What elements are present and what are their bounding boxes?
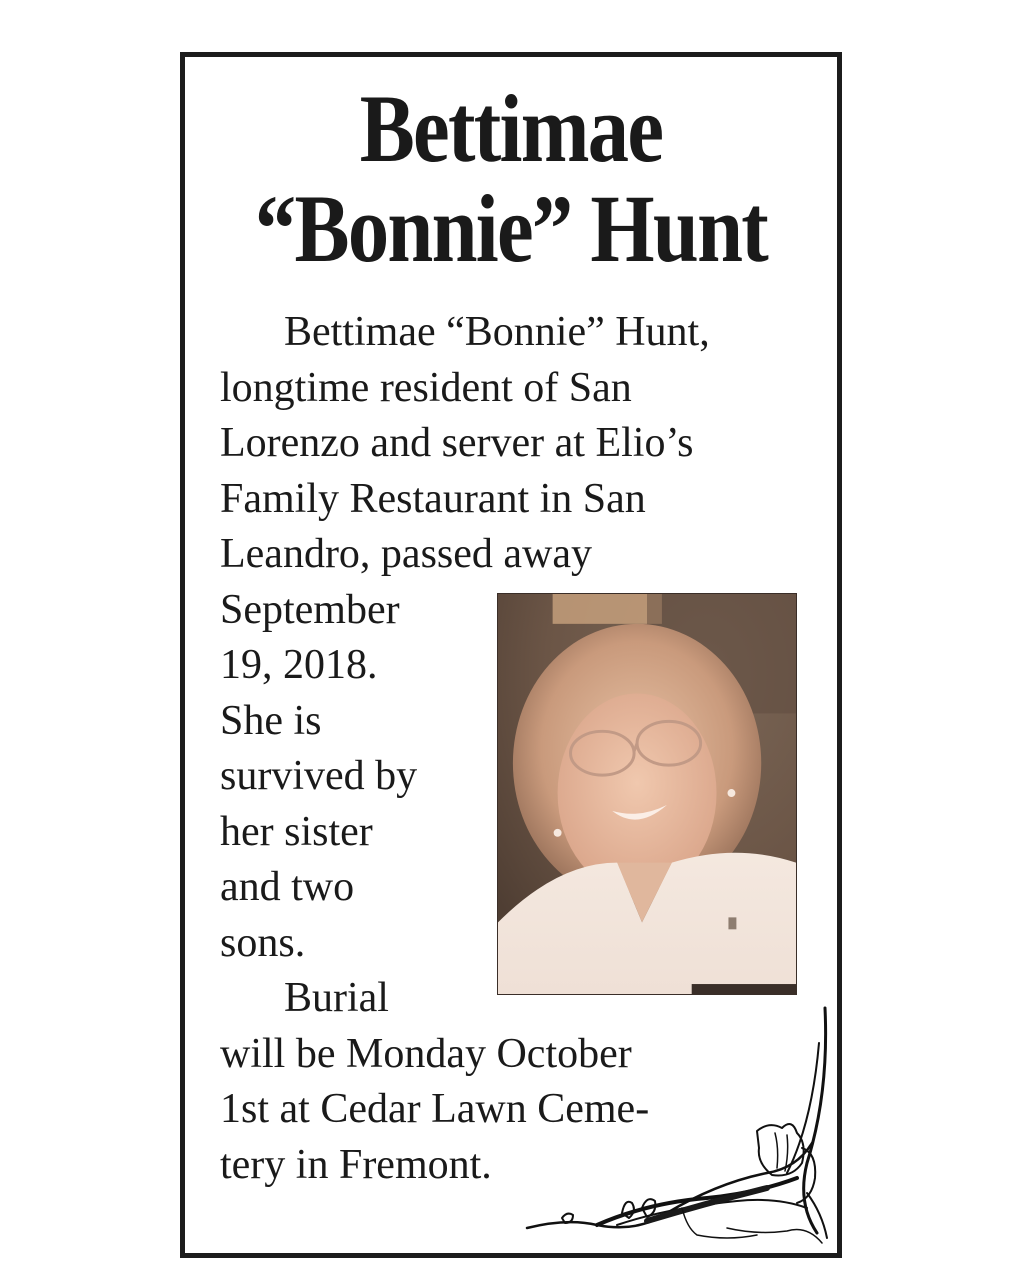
body-line: tery in Fremont.	[220, 1141, 492, 1188]
portrait-image	[498, 594, 796, 994]
portrait-photo	[497, 593, 797, 995]
body-line: will be Monday October	[220, 1030, 632, 1077]
body-line: sons.	[220, 919, 306, 966]
body-line: 19, 2018.	[220, 642, 378, 688]
title-line-first: Bettimae	[359, 75, 663, 182]
body-line-text: Burial	[284, 975, 389, 1021]
body-line: Family Restaurant in San	[220, 475, 646, 522]
body-line: Leandro, passed away	[220, 531, 593, 577]
body-line	[220, 305, 710, 361]
body-line: 1st at Cedar Lawn Ceme-	[220, 1086, 650, 1132]
body-line: Lorenzo and server at Elio’s	[220, 420, 694, 466]
obituary-notice	[180, 52, 842, 1258]
title-line-second: “Bonnie” Hunt	[254, 175, 768, 282]
body-line: longtime resident of San	[220, 364, 632, 411]
body-line: survived by	[220, 753, 418, 799]
body-line: and two	[220, 864, 355, 910]
body-line: September	[220, 586, 400, 633]
body-line: She is	[220, 697, 322, 744]
body-line: her sister	[220, 808, 373, 855]
obituary-title	[231, 75, 792, 282]
body-line-text: Bettimae “Bonnie” Hunt,	[284, 309, 710, 355]
